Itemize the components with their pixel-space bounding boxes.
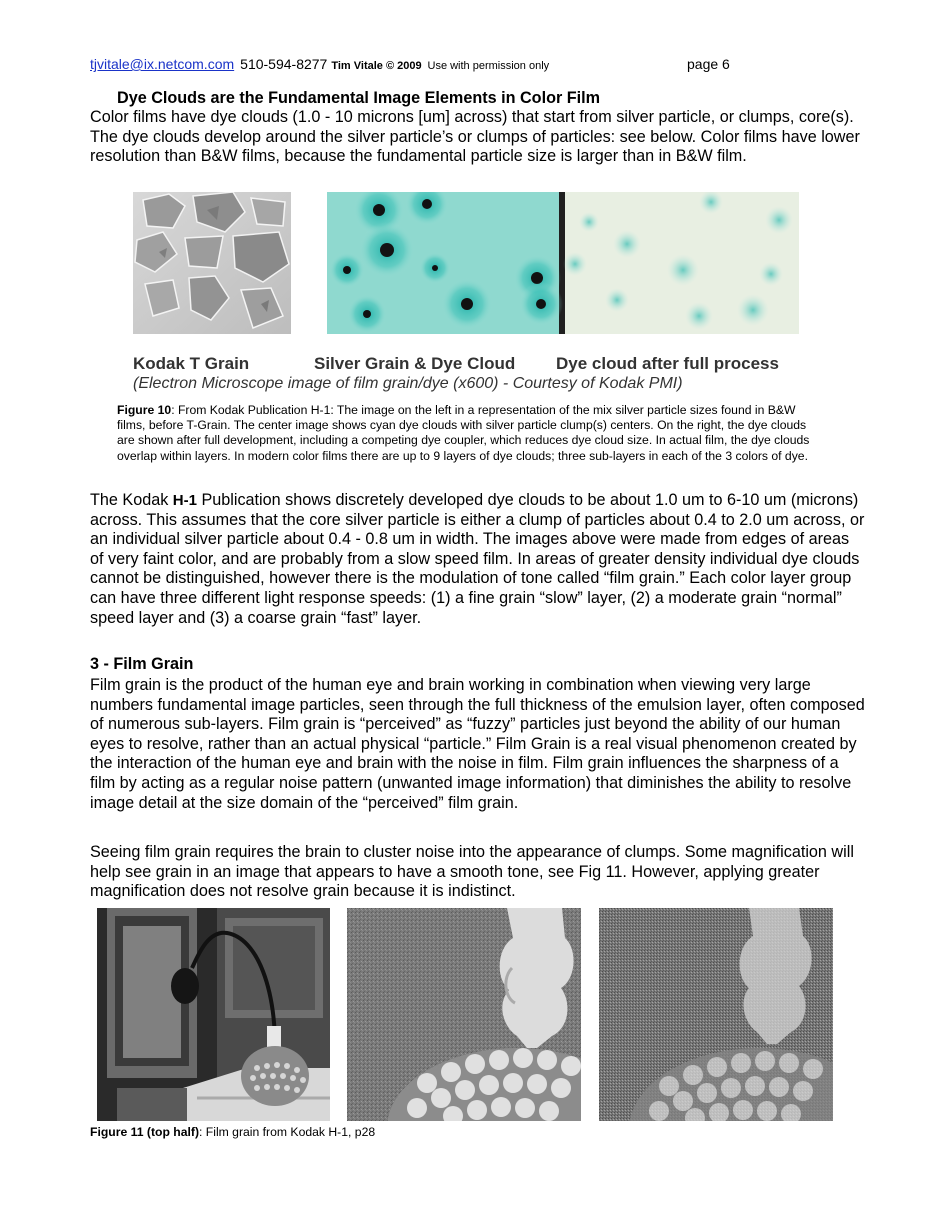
paragraph-text [90, 491, 865, 628]
figure11-caption-label: Figure 11 (top half) [90, 1125, 200, 1139]
publication-code: H-1 [172, 492, 197, 509]
text-span: The Kodak [90, 491, 173, 509]
dye-cloud-image [327, 192, 799, 334]
phone-number: 510-594-8277 [240, 56, 328, 72]
permission-note: Use with permission only [427, 60, 550, 72]
paragraph-text: Color films have dye clouds (1.0 - 10 microns [um] across) that start from silver particle, or clumps, core(s). The dye clouds develop around the silver particle’s or clumps of particles: see below. Color films have lower resolution than B&W films, because the fundamental particle size is larger than in B&W film. [90, 108, 860, 166]
page-header [90, 56, 730, 72]
paragraph-text: Seeing film grain requires the brain to cluster noise into the appearance of clumps. Some magnification will help see grain in an image that appears to have a smooth tone, see Fig 11. However, applying greater magnification does not resolve grain because it is indistinct. [90, 843, 854, 901]
section-title-film-grain: 3 - Film Grain [90, 655, 194, 673]
paragraph-text: Film grain is the product of the human eye and brain working in combination when viewing very large numbers fundamental image particles, seen through the full thickness of the emulsion layer, often composed of numerous sub-layers. Film grain is “perceived” as “fuzzy” particles just beyond the ability of our human eyes to resolve, rather than an actual physical “particle.” Film Grain is a real visual phenomenon created by the interaction of the human eye and brain with the noise in film. Film grain influences the sharpness of a film by acting as a regular noise pattern (unwanted image information) that diminishes the ability to resolve image detail at the size domain of the “perceived” film grain. [90, 676, 865, 812]
film-grain-photo-magnified [347, 908, 581, 1121]
figure10-label-dye-cloud: Dye cloud after full process [556, 354, 779, 373]
author-copyright: Tim Vitale © 2009 [331, 60, 422, 72]
figure10-caption-label: Figure 10 [117, 403, 172, 417]
figure10-caption [117, 403, 817, 464]
magnified-vase-illustration [347, 908, 581, 1121]
film-grain-photo-high-magnification [599, 908, 833, 1121]
figure10-label-t-grain: Kodak T Grain [133, 354, 250, 373]
film-grain-photo-full [97, 908, 330, 1121]
email-link[interactable]: tjvitale@ix.netcom.com [90, 56, 235, 72]
text-span: Publication shows discretely developed dye clouds to be about 1.0 um to 6-10 um (microns) across. This assumes that the core silver particle is either a clump of particles about 0.4 to 2.0 um across, or an individual silver particle about 0.4 - 0.8 um in width. The images above were made from edges of areas of very faint color, and are probably from a slow speed film. In areas of greater density individual dye clouds cannot be distinguished, however there is the modulation of tone called “film grain.” Each color layer group can have three different light response speeds: (1) a fine grain “slow” layer, (2) a moderate grain “normal” speed layer and (3) a coarse grain “fast” layer. [90, 491, 865, 627]
page-number: page 6 [687, 56, 730, 72]
paragraph-dye-clouds [90, 108, 865, 167]
figure10-subtitle: (Electron Microscope image of film grain/dye (x600) - Courtesy of Kodak PMI) [133, 375, 683, 392]
paragraph-seeing-grain [90, 843, 865, 902]
figure11-caption [90, 1125, 375, 1139]
section-title-dye-clouds: Dye Clouds are the Fundamental Image Elements in Color Film [117, 89, 601, 107]
paragraph-kodak-h1 [90, 491, 865, 628]
figure10-caption-text: : From Kodak Publication H-1: The image on the left in a representation of the mix silver particle sizes found in B&W films, before T-Grain. The center image shows cyan dye clouds with silver particle clump(s) centers. On the right, the dye clouds are shown after full development, including a competing dye coupler, which reduces dye cloud size. In actual film, the dye clouds overlap within layers. In modern color films there are up to 9 layers of dye clouds; three sub-layers in each of the 3 colors of dye. [117, 403, 810, 463]
paragraph-film-grain [90, 676, 865, 813]
t-grain-illustration [133, 192, 291, 334]
dye-cloud-illustration [327, 192, 799, 334]
kodak-t-grain-image [133, 192, 291, 334]
vase-with-flower-illustration [97, 908, 330, 1121]
figure10-label-silver-grain: Silver Grain & Dye Cloud [314, 354, 516, 373]
high-magnification-vase-illustration [599, 908, 833, 1121]
figure11-caption-text: : Film grain from Kodak H-1, p28 [199, 1125, 376, 1139]
